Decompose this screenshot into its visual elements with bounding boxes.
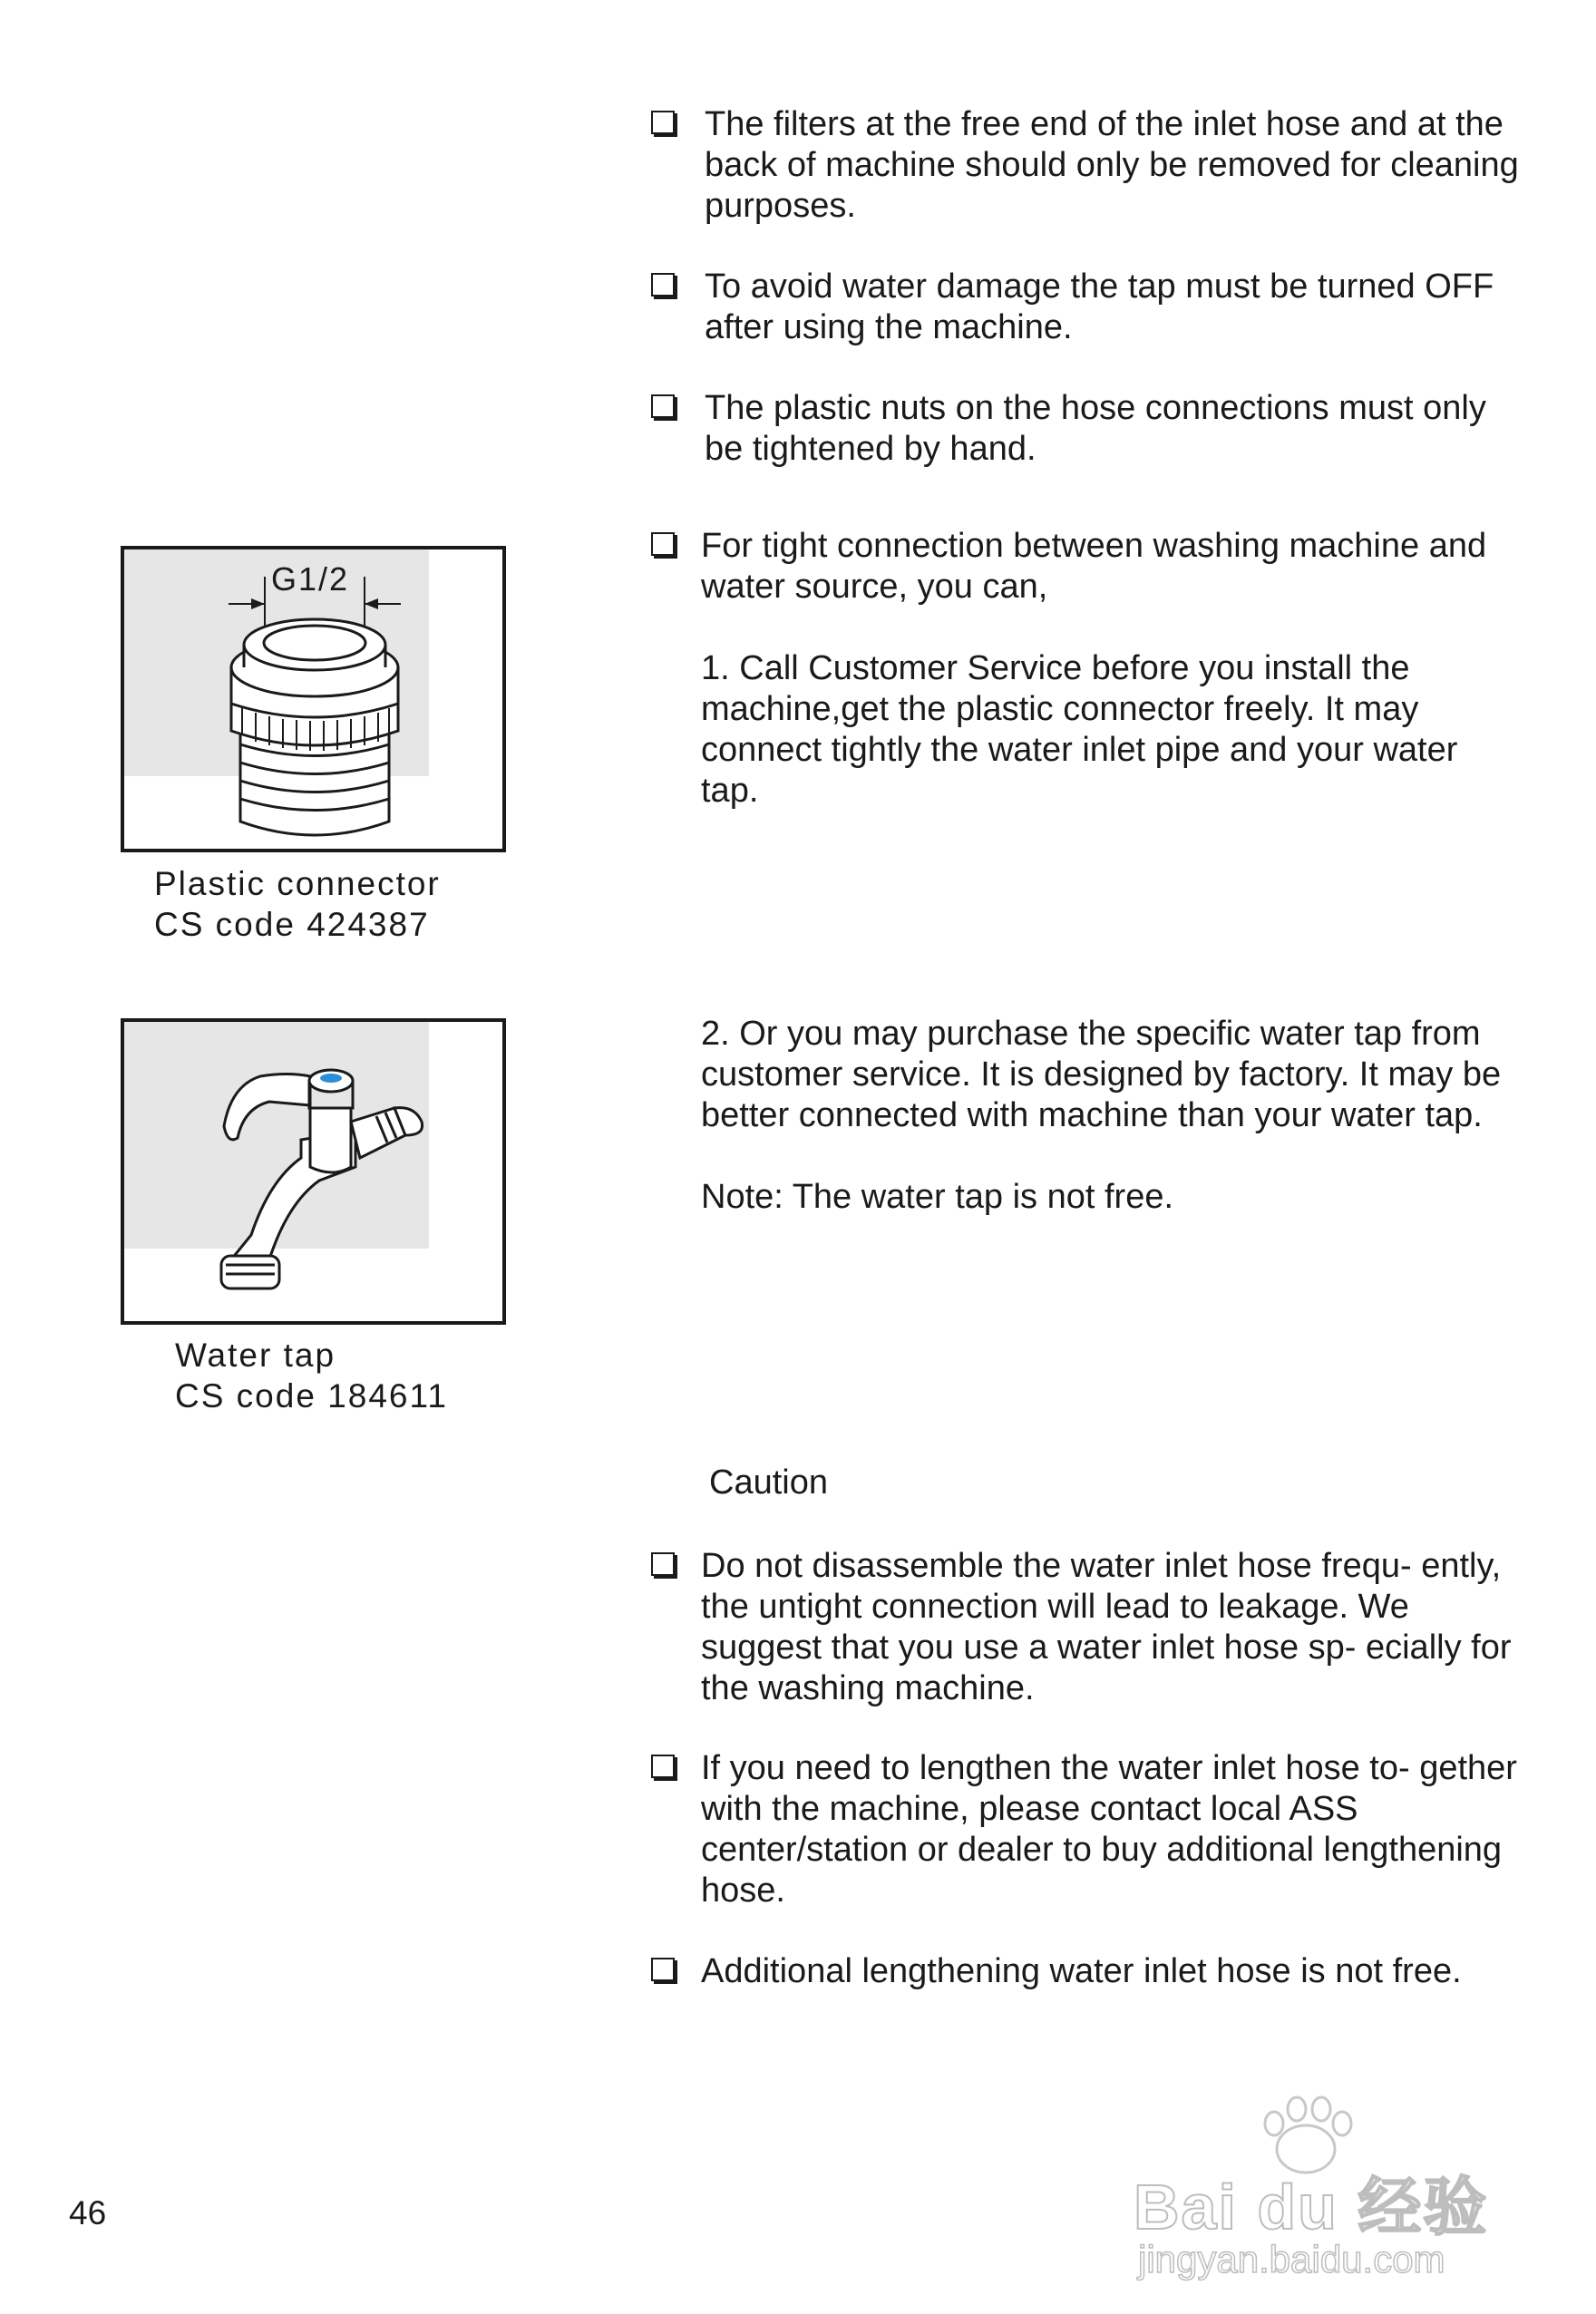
bullet-text: Do not disassemble the water inlet hose frequ- ently, the untight connection will lead to leakage. We suggest that you use a water inlet hose sp- ecially for the washing machine. xyxy=(701,1547,1512,1707)
caption-title: Plastic connector xyxy=(154,865,441,902)
dimension-label: G1/2 xyxy=(271,560,350,598)
caption-code: CS code 424387 xyxy=(154,906,430,943)
watermark-url: jingyan.baidu.com xyxy=(1138,2238,1445,2280)
tap-accent-dot xyxy=(320,1074,342,1083)
checkbox-bullet-icon xyxy=(651,1958,675,1981)
option-2-text: 2. Or you may purchase the specific water tap from customer service. It is designed by factory. It may be better connected with machine than your water tap. xyxy=(701,1015,1502,1134)
water-tap-illustration xyxy=(124,1022,502,1321)
plastic-connector-illustration xyxy=(124,549,502,849)
bullet-text: The plastic nuts on the hose connections must only be tightened by hand. xyxy=(705,389,1486,468)
bullet-text: To avoid water damage the tap must be turned OFF after using the machine. xyxy=(705,267,1494,346)
bullet-text: For tight connection between washing machine and water source, you can, xyxy=(701,527,1487,606)
checkbox-bullet-icon xyxy=(651,273,675,297)
bullet-text: The filters at the free end of the inlet hose and at the back of machine should only be removed for cleaning purposes. xyxy=(705,105,1519,225)
checkbox-bullet-icon xyxy=(651,532,675,556)
plastic-connector-figure xyxy=(121,546,506,852)
bullet-text: Additional lengthening water inlet hose is not free. xyxy=(701,1952,1462,1990)
page-number: 46 xyxy=(69,2194,107,2231)
checkbox-bullet-icon xyxy=(651,1755,675,1778)
caution-heading: Caution xyxy=(709,1463,828,1502)
baidu-watermark xyxy=(1129,2086,1519,2285)
caption-code: CS code 184611 xyxy=(175,1377,448,1415)
watermark-brand: Bai du 经验 xyxy=(1134,2172,1489,2242)
checkbox-bullet-icon xyxy=(651,111,675,134)
note-text: Note: The water tap is not free. xyxy=(701,1178,1174,1216)
bullet-text: If you need to lengthen the water inlet hose to- gether with the machine, please contact local ASS center/station or dealer to buy additional lengthening hose. xyxy=(701,1749,1517,1910)
caption-title: Water tap xyxy=(175,1337,336,1374)
water-tap-caption xyxy=(175,1335,448,1416)
water-tap-figure xyxy=(121,1018,506,1325)
option-1-text: 1. Call Customer Service before you install the machine,get the plastic connector freely. It may connect tightly the water inlet pipe and your water tap. xyxy=(701,649,1458,810)
plastic-connector-caption xyxy=(154,863,441,945)
checkbox-bullet-icon xyxy=(651,1552,675,1576)
checkbox-bullet-icon xyxy=(651,394,675,418)
